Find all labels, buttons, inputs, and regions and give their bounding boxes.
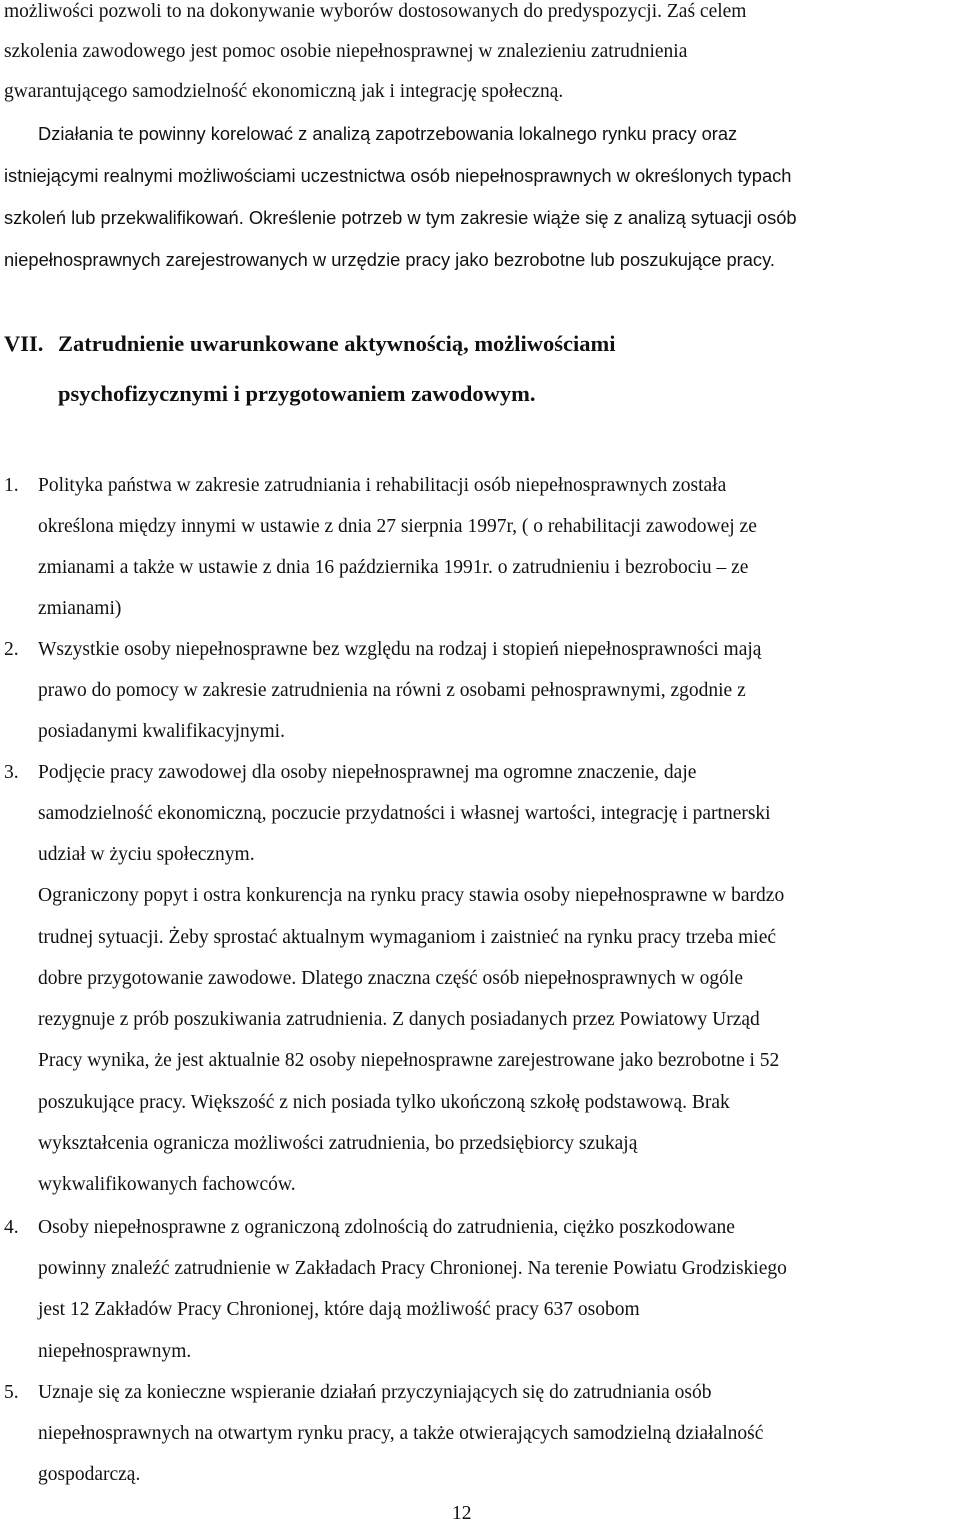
text-line: jest 12 Zakładów Pracy Chronionej, które dają możliwość pracy 637 osobom	[38, 1299, 640, 1320]
text-line: niepełnosprawnym.	[38, 1341, 192, 1362]
text-line: Pracy wynika, że jest aktualnie 82 osoby niepełnosprawne zarejestrowane jako bezrobotne i 52	[38, 1050, 780, 1071]
text-segment: Określenie potrzeb w tym zakresie wiąże się z analizą sytuacji osób	[243, 207, 797, 228]
list-item-number: 2.	[4, 639, 19, 660]
text-line: Podjęcie pracy zawodowej dla osoby niepełnosprawnej ma ogromne znaczenie, daje	[38, 762, 697, 783]
list-item-number: 3.	[4, 762, 19, 783]
text-line: zmianami)	[38, 598, 122, 619]
page-number: 12	[452, 1503, 472, 1524]
text-line: Działania te powinny korelować z analizą zapotrzebowania lokalnego rynku pracy oraz	[38, 123, 738, 144]
list-item-number: 4.	[4, 1217, 19, 1238]
text-line: szkolenia zawodowego jest pomoc osobie niepełnosprawnej w znalezieniu zatrudnienia	[4, 41, 688, 62]
text-line: Ograniczony popyt i ostra konkurencja na rynku pracy stawia osoby niepełnosprawne w bardzo	[38, 885, 785, 906]
text-line: wykształcenia ogranicza możliwości zatrudnienia, bo przedsiębiorcy szukają	[38, 1133, 638, 1154]
text-line-mixed	[4, 206, 797, 231]
text-segment: szkoleń lub przekwalifikowań.	[4, 207, 244, 228]
section-title-line: psychofizycznymi i przygotowaniem zawodowym.	[58, 381, 536, 406]
text-line: powinny znaleźć zatrudnienie w Zakładach Pracy Chronionej. Na terenie Powiatu Grodziskiego	[38, 1258, 787, 1279]
text-line: rezygnuje z prób poszukiwania zatrudnienia. Z danych posiadanych przez Powiatowy Urząd	[38, 1009, 760, 1030]
text-line: Wszystkie osoby niepełnosprawne bez względu na rodzaj i stopień niepełnosprawności mają	[38, 639, 762, 660]
text-line: Osoby niepełnosprawne z ograniczoną zdolnością do zatrudnienia, ciężko poszkodowane	[38, 1217, 735, 1238]
text-line: Polityka państwa w zakresie zatrudniania i rehabilitacji osób niepełnosprawnych została	[38, 475, 727, 496]
list-item-number: 5.	[4, 1382, 19, 1403]
text-line: gwarantującego samodzielność ekonomiczną jak i integrację społeczną.	[4, 81, 564, 102]
text-line: trudnej sytuacji. Żeby sprostać aktualnym wymaganiom i zaistnieć na rynku pracy trzeba mieć	[38, 927, 777, 948]
text-line: udział w życiu społecznym.	[38, 844, 255, 865]
text-line: wykwalifikowanych fachowców.	[38, 1174, 296, 1195]
text-line: niepełnosprawnych zarejestrowanych w urzędzie pracy jako bezrobotne lub poszukujące pracy.	[4, 249, 775, 270]
text-line: niepełnosprawnych na otwartym rynku pracy, a także otwierających samodzielną działalność	[38, 1423, 764, 1444]
section-number: VII.	[4, 331, 44, 356]
text-line: prawo do pomocy w zakresie zatrudnienia na równi z osobami pełnosprawnymi, zgodnie z	[38, 680, 746, 701]
text-line: Uznaje się za konieczne wspieranie działań przyczyniających się do zatrudniania osób	[38, 1382, 712, 1403]
text-line: dobre przygotowanie zawodowe. Dlatego znaczna część osób niepełnosprawnych w ogóle	[38, 968, 743, 989]
text-line: samodzielność ekonomiczną, poczucie przydatności i własnej wartości, integrację i partnerski	[38, 803, 771, 824]
text-line: istniejącymi realnymi możliwościami uczestnictwa osób niepełnosprawnych w określonych typach	[4, 165, 792, 186]
text-line: zmianami a także w ustawie z dnia 16 października 1991r. o zatrudnieniu i bezrobociu – ze	[38, 557, 749, 578]
section-title-line: Zatrudnienie uwarunkowane aktywnością, możliwościami	[58, 331, 616, 356]
text-line: poszukujące pracy. Większość z nich posiada tylko ukończoną szkołę podstawową. Brak	[38, 1092, 730, 1113]
list-item-number: 1.	[4, 475, 19, 496]
text-line: gospodarczą.	[38, 1464, 141, 1485]
text-line: możliwości pozwoli to na dokonywanie wyborów dostosowanych do predyspozycji. Zaś celem	[4, 1, 747, 22]
text-line: określona między innymi w ustawie z dnia 27 sierpnia 1997r, ( o rehabilitacji zawodowej ze	[38, 516, 757, 537]
text-line: posiadanymi kwalifikacyjnymi.	[38, 721, 285, 742]
